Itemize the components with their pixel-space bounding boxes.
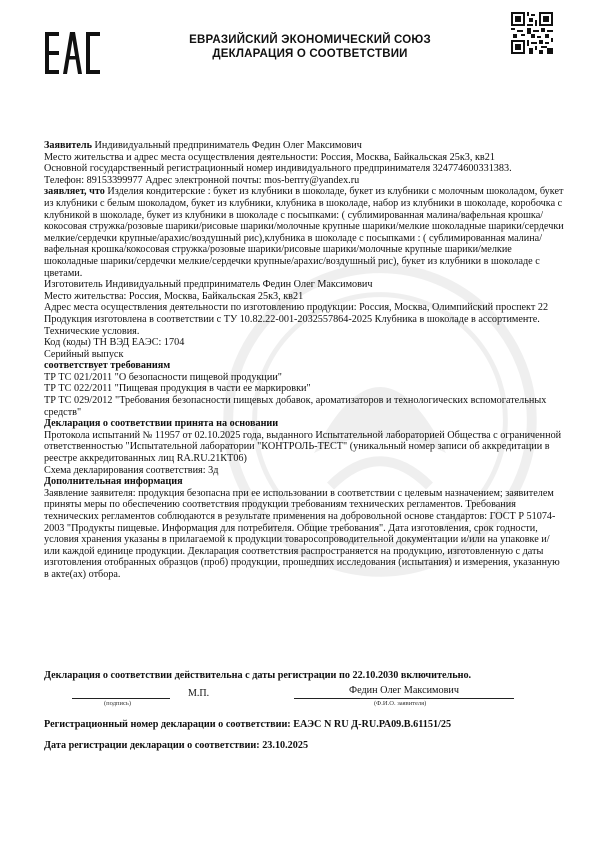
requirements-heading: соответствует требованиям: [44, 360, 171, 372]
header-document-title: ДЕКЛАРАЦИЯ О СООТВЕТСТВИИ: [212, 48, 408, 60]
applicant-ogrn: Основной государственный регистрационный номер индивидуального предпринимателя 324774600331383.: [44, 163, 512, 175]
applicant-address: Место жительства и адрес места осуществления деятельности: Россия, Москва, Байкальская 25к3, кв21: [44, 151, 495, 163]
production-type: Серийный выпуск: [44, 348, 124, 360]
additional-info-text: Заявление заявителя: продукция безопасна при ее использовании в соответствии с целевым назначением; заявителем приняты меры по обеспечению соответствия продукции требованиям технических регламентов. Требования технических регламентов соблюдаются в результате применения на добровольной основе стандартов: ГОСТ Р 51074-2003 "Продукты пищевые. Информация для потребителя. Общие требования". Дата изготовления, срок годности, условия хранения указаны в прилагаемой к продукции товаросопроводительной документации и/или на упаковке и/или каждой единице продукции. Декларация соответствия распространяется на продукцию, изготовленную с даты изготовления отобранных образцов (проб) продукции, прошедших исследования (испытания) и измерения, указанную в акте(ах) отбора.: [44, 487, 560, 580]
registration-number: Регистрационный номер декларации о соответствии: ЕАЭС N RU Д-RU.РА09.В.61151/25: [44, 719, 452, 730]
signer-name: Федин Олег Максимович: [349, 685, 459, 696]
test-protocol: Протокола испытаний № 11957 от 02.10.2025 года, выданного Испытательной лабораторией Общества с ограниченной ответственностью "Испытательной лаборатории "КОНТРОЛЬ-ТЕСТ" (уникальный номер записи об аккредитации в реестре аккредитованных лиц RA.RU.21КТ06): [44, 429, 562, 465]
declaration-body: [44, 140, 564, 581]
additional-info-heading: Дополнительная информация: [44, 476, 183, 488]
eac-logo: [44, 30, 102, 76]
qr-code-icon[interactable]: [511, 12, 553, 54]
applicant-line: [44, 140, 564, 152]
header-union-title: ЕВРАЗИЙСКИЙ ЭКОНОМИЧЕСКИЙ СОЮЗ: [189, 34, 431, 46]
requirement-item: ТР ТС 029/2012 "Требования безопасности пищевых добавок, ароматизаторов и технологических вспомогательных средств": [44, 395, 547, 418]
manufacturer: Изготовитель Индивидуальный предприниматель Федин Олег Максимович: [44, 279, 373, 291]
signer-name-line: [294, 698, 514, 699]
validity-statement: Декларация о соответствии действительна с даты регистрации по 22.10.2030 включительно.: [44, 670, 472, 681]
stamp-placeholder: М.П.: [188, 688, 210, 699]
declares-label: заявляет, что: [44, 186, 105, 198]
signer-caption: (Ф.И.О. заявителя): [374, 700, 427, 707]
signature-caption: (подпись): [104, 700, 131, 707]
declaration-scheme: Схема декларирования соответствия: 3д: [44, 464, 219, 476]
requirement-item: ТР ТС 021/2011 "О безопасности пищевой продукции": [44, 371, 282, 383]
basis-heading: Декларация о соответствии принята на основании: [44, 418, 279, 430]
signature-line: [72, 698, 170, 699]
requirement-item: ТР ТС 022/2011 "Пищевая продукция в части ее маркировки": [44, 383, 311, 395]
production-address: Адрес места осуществления деятельности по изготовлению продукции: Россия, Москва, Олимпийский проспект 22 Продукция изготовлена в соответствии с ТУ 10.82.22-001-2032557864-2025 Клубника в шоколаде в ассортименте. Технические условия.: [44, 302, 549, 337]
applicant-name: Индивидуальный предприниматель Федин Олег Максимович: [91, 140, 362, 151]
tnved-code: Код (коды) ТН ВЭД ЕАЭС: 1704: [44, 337, 185, 349]
applicant-label: Заявитель: [44, 140, 92, 151]
registration-date: Дата регистрации декларации о соответствии: 23.10.2025: [44, 740, 309, 751]
product-description: Изделия кондитерские : букет из клубники в шоколаде, букет из клубники с молочным шоколадом, букет из клубники с белым шоколадом, букет из клубники, клубника в шоколаде, набор из клубники в шоколаде, коробочка с клубникой в шоколаде, букет из клубники в шоколаде с посыпками: ( сублимированная малина/вафельная крошка/кокосовая стружка/розовые шарики/рисовые шарики/молочные крупные шарики/мелкие шоколадные шарики/сердечки мелкие/сердечки крупные/арахис/воздушный рис),клубника в шоколаде с посыпками : ( сублимированная малина/вафельная крошка/кокосовая стружка/розовые шарики/рисовые шарики/молочные крупные шарики/мелкие шоколадные шарики/сердечки мелкие/сердечки крупные/арахис/воздушный рис), букет из клубники в шоколаде с цветами.: [44, 186, 564, 279]
applicant-contacts: Телефон: 89153399977 Адрес электронной почты: mos-berrry@yandex.ru: [44, 174, 360, 186]
declares-paragraph: [44, 186, 564, 279]
manufacturer-address: Место жительства: Россия, Москва, Байкальская 25к3, кв21: [44, 290, 304, 302]
